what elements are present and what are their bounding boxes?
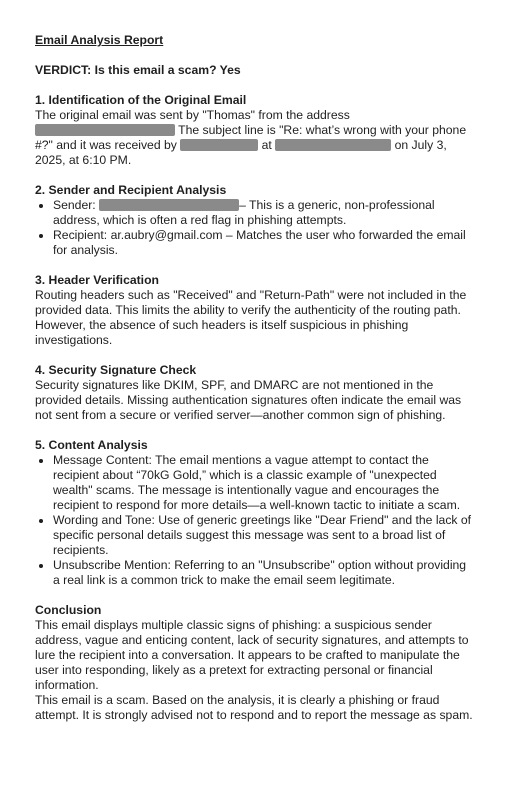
identification-text-part1: The original email was sent by "Thomas" from the address	[35, 108, 350, 122]
section-heading: 5. Content Analysis	[35, 438, 148, 452]
list-item: • Message Content: The email mentions a vague attempt to contact the recipient about “70kG Gold,” which is a classic example of "unexpected wealth" scams. The message is intentionally vague and encourages the recipient to respond for more details—a well-known tactic to initiate a scam.	[53, 453, 476, 513]
security-signature-text: Security signatures like DKIM, SPF, and DMARC are not mentioned in the provided details. Missing authentication signatures often indicate the email was not sent from a secure or verified server—another common sign of phishing.	[35, 378, 462, 422]
section-conclusion	[35, 603, 476, 723]
list-item: • Unsubscribe Mention: Referring to an "Unsubscribe" option without providing a real link is a common trick to make the email seem legitimate.	[53, 558, 476, 588]
identification-text-part2: The subject line is "Re: what’s wrong with your phone #?" and it was received by	[35, 123, 467, 152]
redacted-sender-address	[35, 124, 175, 136]
verdict-line: VERDICT: Is this email a scam? Yes	[35, 63, 241, 77]
section-header-verification	[35, 273, 476, 348]
section-heading: 4. Security Signature Check	[35, 363, 197, 377]
content-analysis-list	[35, 453, 476, 588]
sender-label: Sender:	[53, 198, 100, 212]
section-identification	[35, 93, 476, 168]
list-item: • Recipient: ar.aubry@gmail.com – Matches the user who forwarded the email for analysis.	[53, 228, 476, 258]
section-heading: 2. Sender and Recipient Analysis	[35, 183, 227, 197]
section-heading: Conclusion	[35, 603, 102, 617]
redacted-sender	[99, 199, 239, 211]
header-verification-text: Routing headers such as "Received" and "Return-Path" were not included in the provided data. This limits the ability to verify the authenticity of the routing path. However, the absence of such headers is itself suspicious in phishing investigations.	[35, 288, 467, 347]
sender-analysis: – This is a generic, non-professional address, which is often a red flag in phishing attempts.	[53, 198, 435, 227]
redacted-recipient	[180, 139, 258, 151]
section-sender-recipient	[35, 183, 476, 258]
identification-text-part3: at	[258, 138, 276, 152]
conclusion-text: This email displays multiple classic signs of phishing: a suspicious sender address, vague and enticing content, lack of security signatures, and attempts to lure the recipient into a conversation. It appears to be crafted to manipulate the user into responding, likely as a pretext for extracting personal or financial information.	[35, 618, 469, 692]
final-verdict-text: This email is a scam. Based on the analysis, it is clearly a phishing or fraud attempt. It is strongly advised not to respond and to report the message as spam.	[35, 693, 473, 722]
list-item	[53, 198, 476, 228]
redacted-received-address	[275, 139, 391, 151]
section-security-signature	[35, 363, 476, 423]
identification-text-part4: on July 3, 2025, at 6:10 PM.	[35, 138, 447, 167]
section-heading: 3. Header Verification	[35, 273, 159, 287]
sender-recipient-list	[35, 198, 476, 258]
section-heading: 1. Identification of the Original Email	[35, 93, 247, 107]
identification-text	[35, 108, 476, 168]
report-title: Email Analysis Report	[35, 33, 164, 47]
list-item: • Wording and Tone: Use of generic greetings like "Dear Friend" and the lack of specific personal details suggest this message was sent to a broad list of recipients.	[53, 513, 476, 558]
section-content-analysis	[35, 438, 476, 588]
